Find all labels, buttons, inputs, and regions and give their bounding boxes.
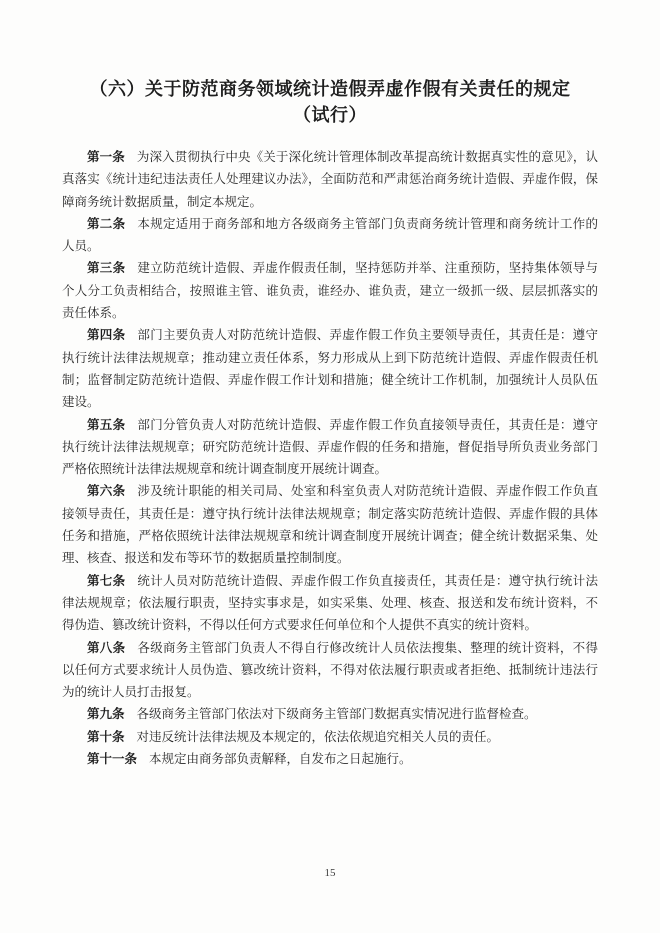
title-line-1: （六）关于防范商务领域统计造假弄虚作假有关责任的规定 xyxy=(89,79,571,99)
article-2 xyxy=(62,213,598,258)
article-2-text: 本规定适用于商务部和地方各级商务主管部门负责商务统计管理和商务统计工作的人员。 xyxy=(62,216,598,254)
article-11-text: 本规定由商务部负责解释，自发布之日起施行。 xyxy=(149,752,412,767)
document-body xyxy=(62,146,598,770)
article-1-text: 为深入贯彻执行中央《关于深化统计管理体制改革提高统计数据真实性的意见》，认真落实《统计违纪违法责任人处理建议办法》，全面防范和严肃惩治商务统计造假、弄虚作假，保障商务统计数据质量，制定本规定。 xyxy=(62,150,598,209)
article-3-label: 第三条 xyxy=(87,261,126,276)
article-10 xyxy=(62,726,598,748)
title-line-2: （试行） xyxy=(293,105,367,125)
article-6 xyxy=(62,480,598,569)
article-7-label: 第七条 xyxy=(87,573,126,588)
article-10-text: 对违反统计法律法规及本规定的，依法依规追究相关人员的责任。 xyxy=(136,729,500,744)
article-8 xyxy=(62,637,598,704)
article-2-label: 第二条 xyxy=(87,216,126,231)
article-4-text: 部门主要负责人对防范统计造假、弄虚作假工作负主要领导责任，其责任是：遵守执行统计法律法规规章；推动建立责任体系，努力形成从上到下防范统计造假、弄虚作假责任机制；监督制定防范统计造假、弄虚作假工作计划和措施；健全统计工作机制，加强统计人员队伍建设。 xyxy=(62,328,598,410)
article-9-label: 第九条 xyxy=(87,707,125,722)
article-11 xyxy=(62,748,598,770)
page-number: 15 xyxy=(324,867,336,879)
page-title xyxy=(48,76,612,128)
article-1-label: 第一条 xyxy=(87,150,125,164)
article-3 xyxy=(62,257,598,324)
article-5-text: 部门分管负责人对防范统计造假、弄虚作假工作负直接领导责任，其责任是：遵守执行统计法律法规规章；研究防范统计造假、弄虚作假的任务和措施，督促指导所负责业务部门严格依照统计法律法规规章和统计调查制度开展统计调查。 xyxy=(62,417,598,477)
article-5 xyxy=(62,414,598,481)
article-8-label: 第八条 xyxy=(87,640,126,655)
article-11-label: 第十一条 xyxy=(87,752,138,767)
article-6-label: 第六条 xyxy=(87,484,126,499)
article-4-label: 第四条 xyxy=(87,328,126,343)
article-8-text: 各级商务主管部门负责人不得自行修改统计人员依法搜集、整理的统计资料，不得以任何方式要求统计人员伪造、篡改统计资料，不得对依法履行职责或者拒绝、抵制统计违法行为的统计人员打击报复。 xyxy=(62,640,598,700)
article-10-label: 第十条 xyxy=(87,729,125,744)
article-7-text: 统计人员对防范统计造假、弄虚作假工作负直接责任，其责任是：遵守执行统计法律法规规章；依法履行职责，坚持实事求是，如实采集、处理、核查、报送和发布统计资料，不得伪造、篡改统计资料，不得以任何方式要求任何单位和个人提供不真实的统计资料。 xyxy=(62,573,598,633)
article-4 xyxy=(62,324,598,413)
article-9 xyxy=(62,703,598,725)
article-3-text: 建立防范统计造假、弄虚作假责任制，坚持惩防并举、注重预防，坚持集体领导与个人分工负责相结合，按照谁主管、谁负责，谁经办、谁负责，建立一级抓一级、层层抓落实的责任体系。 xyxy=(62,261,598,321)
article-6-text: 涉及统计职能的相关司局、处室和科室负责人对防范统计造假、弄虚作假工作负直接领导责任，其责任是：遵守执行统计法律法规规章；制定落实防范统计造假、弄虚作假的具体任务和措施，严格依照统计法律法规规章和统计调查制度开展统计调查；健全统计数据采集、处理、核查、报送和发布等环节的数据质量控制制度。 xyxy=(62,484,598,566)
article-1 xyxy=(62,146,598,213)
article-7 xyxy=(62,570,598,637)
article-5-label: 第五条 xyxy=(87,417,126,432)
article-9-text: 各级商务主管部门依法对下级商务主管部门数据真实情况进行监督检查。 xyxy=(136,707,537,722)
